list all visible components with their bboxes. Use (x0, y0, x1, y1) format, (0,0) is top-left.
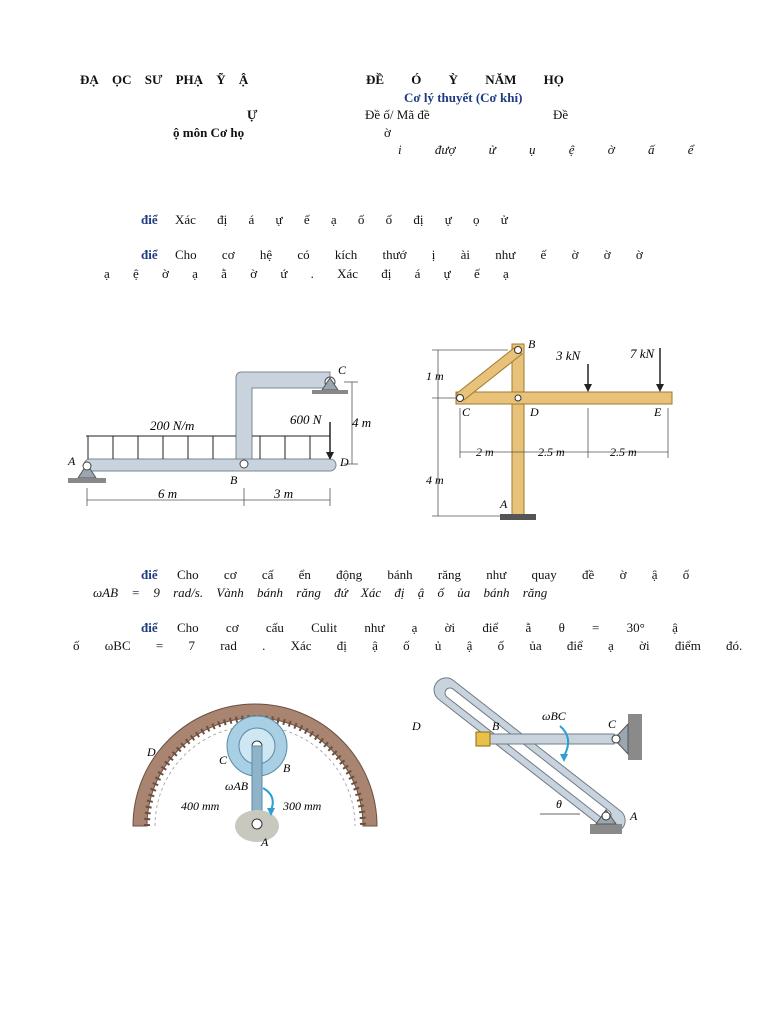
fig3-r2-label: 300 mm (283, 799, 322, 813)
fig3-r1-label: 400 mm (181, 799, 220, 813)
fig2-point-d: D (530, 405, 539, 419)
fig2-point-b: B (528, 337, 536, 351)
figure-3-gears (125, 690, 385, 850)
q4-text-line2: ố ωBC = 7 rad . Xác đị ậ ố ủ ậ ố ủa điể ạ ời điểm đó. (73, 638, 743, 653)
fig1-height-label: 4 m (352, 415, 372, 430)
fig4-point-a: A (630, 809, 638, 823)
fig1-force-label: 600 N (290, 412, 322, 427)
fig1-span1-label: 6 m (158, 486, 178, 501)
q1-label: điể (141, 212, 158, 227)
fig4-point-d: D (412, 719, 421, 733)
fig1-point-b: B (230, 473, 238, 487)
fig1-load-label: 200 N/m (150, 418, 195, 433)
school-name: ĐẠ ỌC SƯ PHẠ Ỹ Ậ (80, 72, 249, 87)
fig2-seg2-label: 2.5 m (538, 445, 565, 459)
q3-text-line2: ωAB = 9 rad/s. Vành bánh răng đứ Xác đị ậ ố ủa bánh răng (93, 585, 548, 600)
exam-code: Đề ố/ Mã đề (365, 107, 430, 122)
q4-text: Cho cơ cấu Culit như ạ ời điể ằ θ = 30° ậ (177, 620, 678, 635)
fig4-point-b: B (492, 719, 500, 733)
exam-title: ĐỀ Ó Ỳ NĂM HỌ (366, 72, 564, 87)
fig2-seg3-label: 2.5 m (610, 445, 637, 459)
q2-text: Cho cơ hệ có kích thướ ị ài như ế ờ ờ ờ (175, 247, 643, 262)
figure-4-culit (410, 698, 650, 848)
course-name: Cơ lý thuyết (Cơ khí) (404, 90, 523, 105)
fig2-point-c: C (462, 405, 471, 419)
fig3-point-b: B (283, 761, 291, 775)
header-left-line2: Ự (247, 107, 258, 122)
figure-2-frame (420, 338, 680, 528)
fig3-omega-label: ωAB (225, 779, 249, 793)
q3-label: điể (141, 567, 158, 582)
exam-time: ờ (384, 125, 391, 140)
q1-text: Xác đị á ự ế ạ ố ố đị ự ọ ử (175, 212, 508, 227)
exam-note: i đượ ử ụ ệ ờ ấ ể (398, 142, 694, 157)
fig1-span2-label: 3 m (274, 486, 294, 501)
q3-text: Cho cơ cấ ển động bánh răng như quay đề ờ ậ ố (177, 567, 690, 582)
q4-label: điể (141, 620, 158, 635)
fig2-point-a: A (500, 497, 508, 511)
fig1-point-c: C (338, 363, 347, 377)
fig2-force1-label: 3 kN (556, 348, 581, 363)
q2-text-line2: ạ ệ ờ ạ ằ ờ ứ . Xác đị á ự ế ạ (104, 266, 509, 281)
fig4-theta-label: θ (556, 797, 562, 811)
fig4-point-c: C (608, 717, 617, 731)
exam-code-right: Đề (553, 107, 569, 122)
figure-1-beam (60, 360, 380, 520)
fig2-dim-top: 1 m (426, 369, 444, 383)
fig4-omega-label: ωBC (542, 709, 566, 723)
fig2-point-e: E (654, 405, 662, 419)
fig1-point-d: D (340, 455, 349, 469)
fig3-point-d: D (147, 745, 156, 759)
fig1-point-a: A (68, 454, 76, 468)
q2-label: điể (141, 247, 158, 262)
fig2-force2-label: 7 kN (630, 346, 655, 361)
fig2-seg1-label: 2 m (476, 445, 494, 459)
fig3-point-c: C (219, 753, 228, 767)
department-name: ộ môn Cơ họ (173, 125, 245, 140)
fig2-dim-bottom: 4 m (426, 473, 444, 487)
fig3-point-a: A (261, 835, 269, 849)
